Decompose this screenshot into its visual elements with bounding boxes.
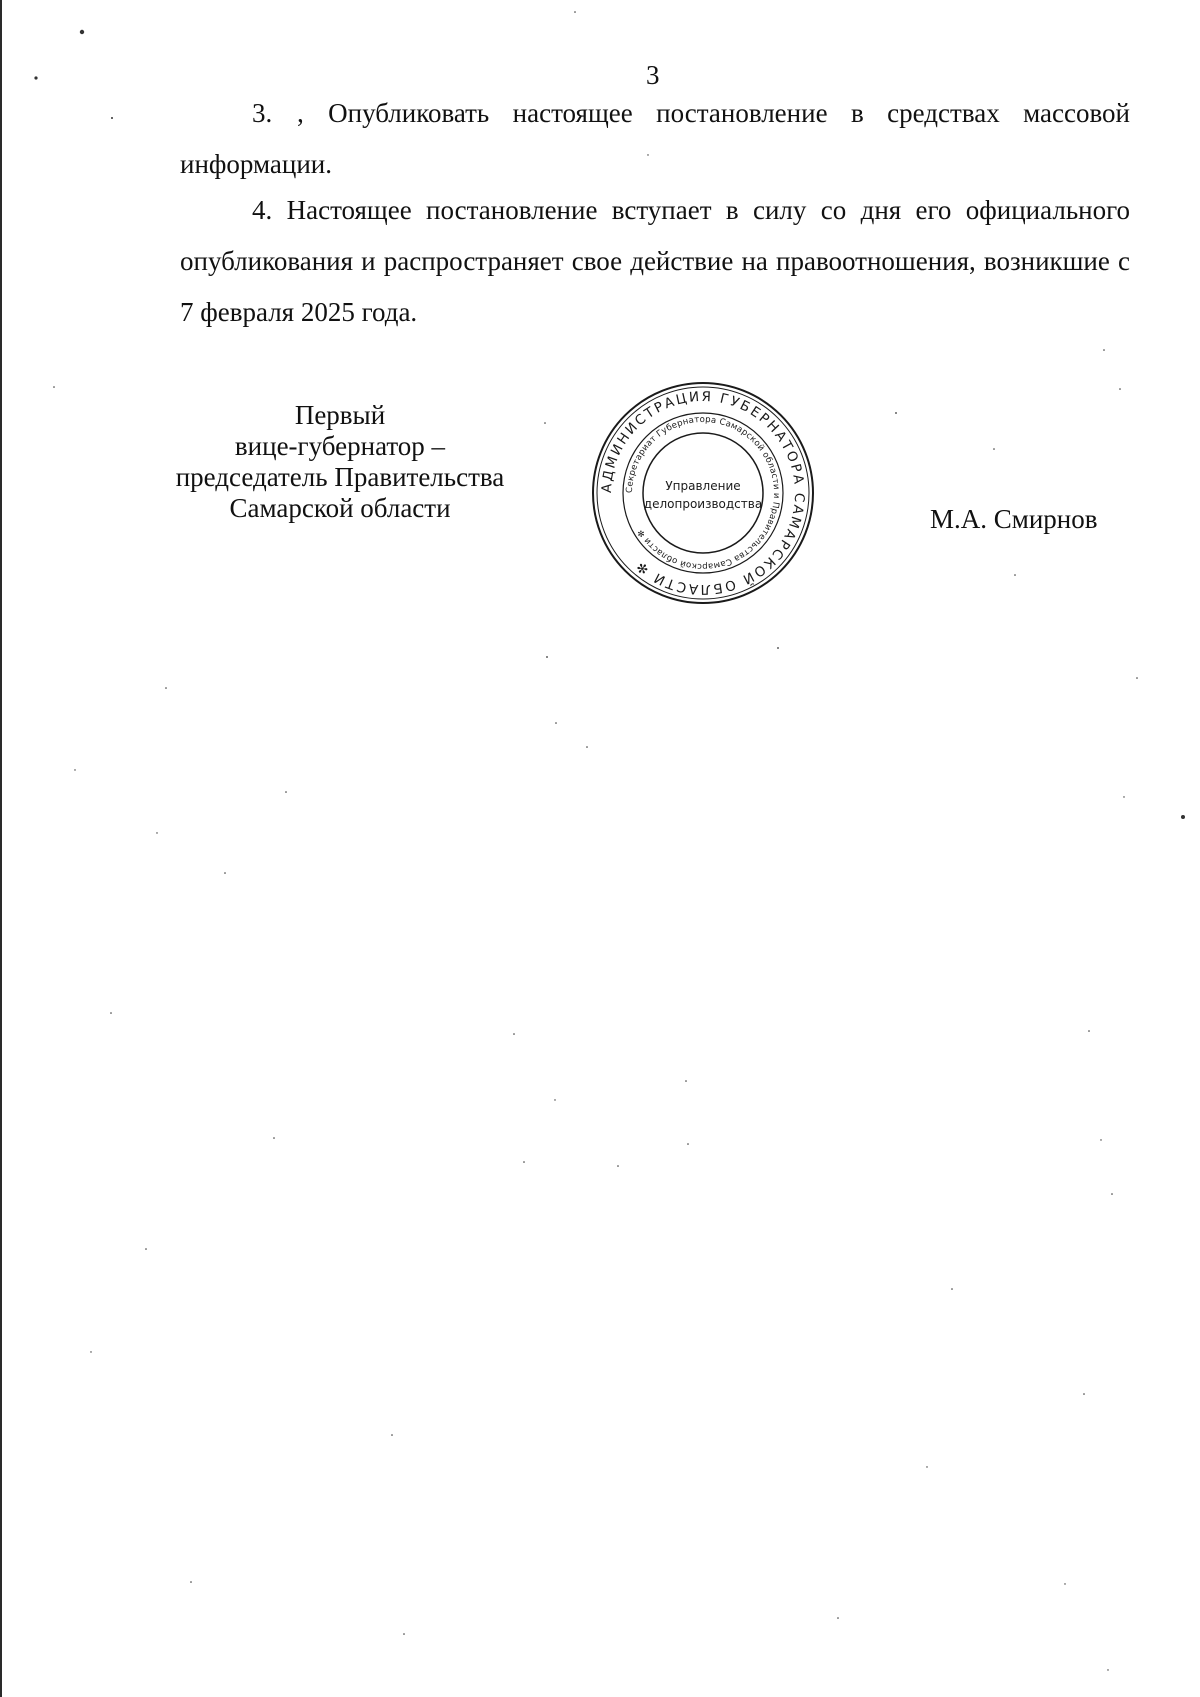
official-seal-stamp xyxy=(590,380,816,606)
signer-title-line: Самарской области xyxy=(229,493,451,523)
signer-title xyxy=(155,400,525,524)
seal-center-line-1: Управление xyxy=(665,479,741,493)
seal-middle-ring xyxy=(623,413,783,573)
paragraph-3: 3. ‚ Опубликовать настоящее постановление в средствах массовой информации. xyxy=(180,98,1130,179)
signer-title-line: председатель Правительства xyxy=(175,462,505,492)
signer-title-line: вице-губернатор – xyxy=(234,431,446,461)
seal-inner-text xyxy=(625,415,781,571)
scan-edge xyxy=(0,0,2,1697)
page-number: 3 xyxy=(646,60,660,90)
paragraph-4: 4. Настоящее постановление вступает в силу со дня его официального опубликования и распространяет свое действие на правоотношения, возникшие с 7 февраля 2025 года. xyxy=(180,195,1130,327)
seal-center-line-2: делопроизводства xyxy=(643,497,763,511)
seal-inner-ring xyxy=(643,433,763,553)
seal-inner-text-path: Секретариат Губернатора Самарской области и Правительства Самарской области ✻ xyxy=(624,414,782,572)
seal-outer-text-path: АДМИНИСТРАЦИЯ ГУБЕРНАТОРА САМАРСКОЙ ОБЛАСТИ ✻ xyxy=(598,388,808,598)
signer-title-line: Первый xyxy=(294,400,386,430)
signer-name: М.А. Смирнов xyxy=(930,504,1098,534)
